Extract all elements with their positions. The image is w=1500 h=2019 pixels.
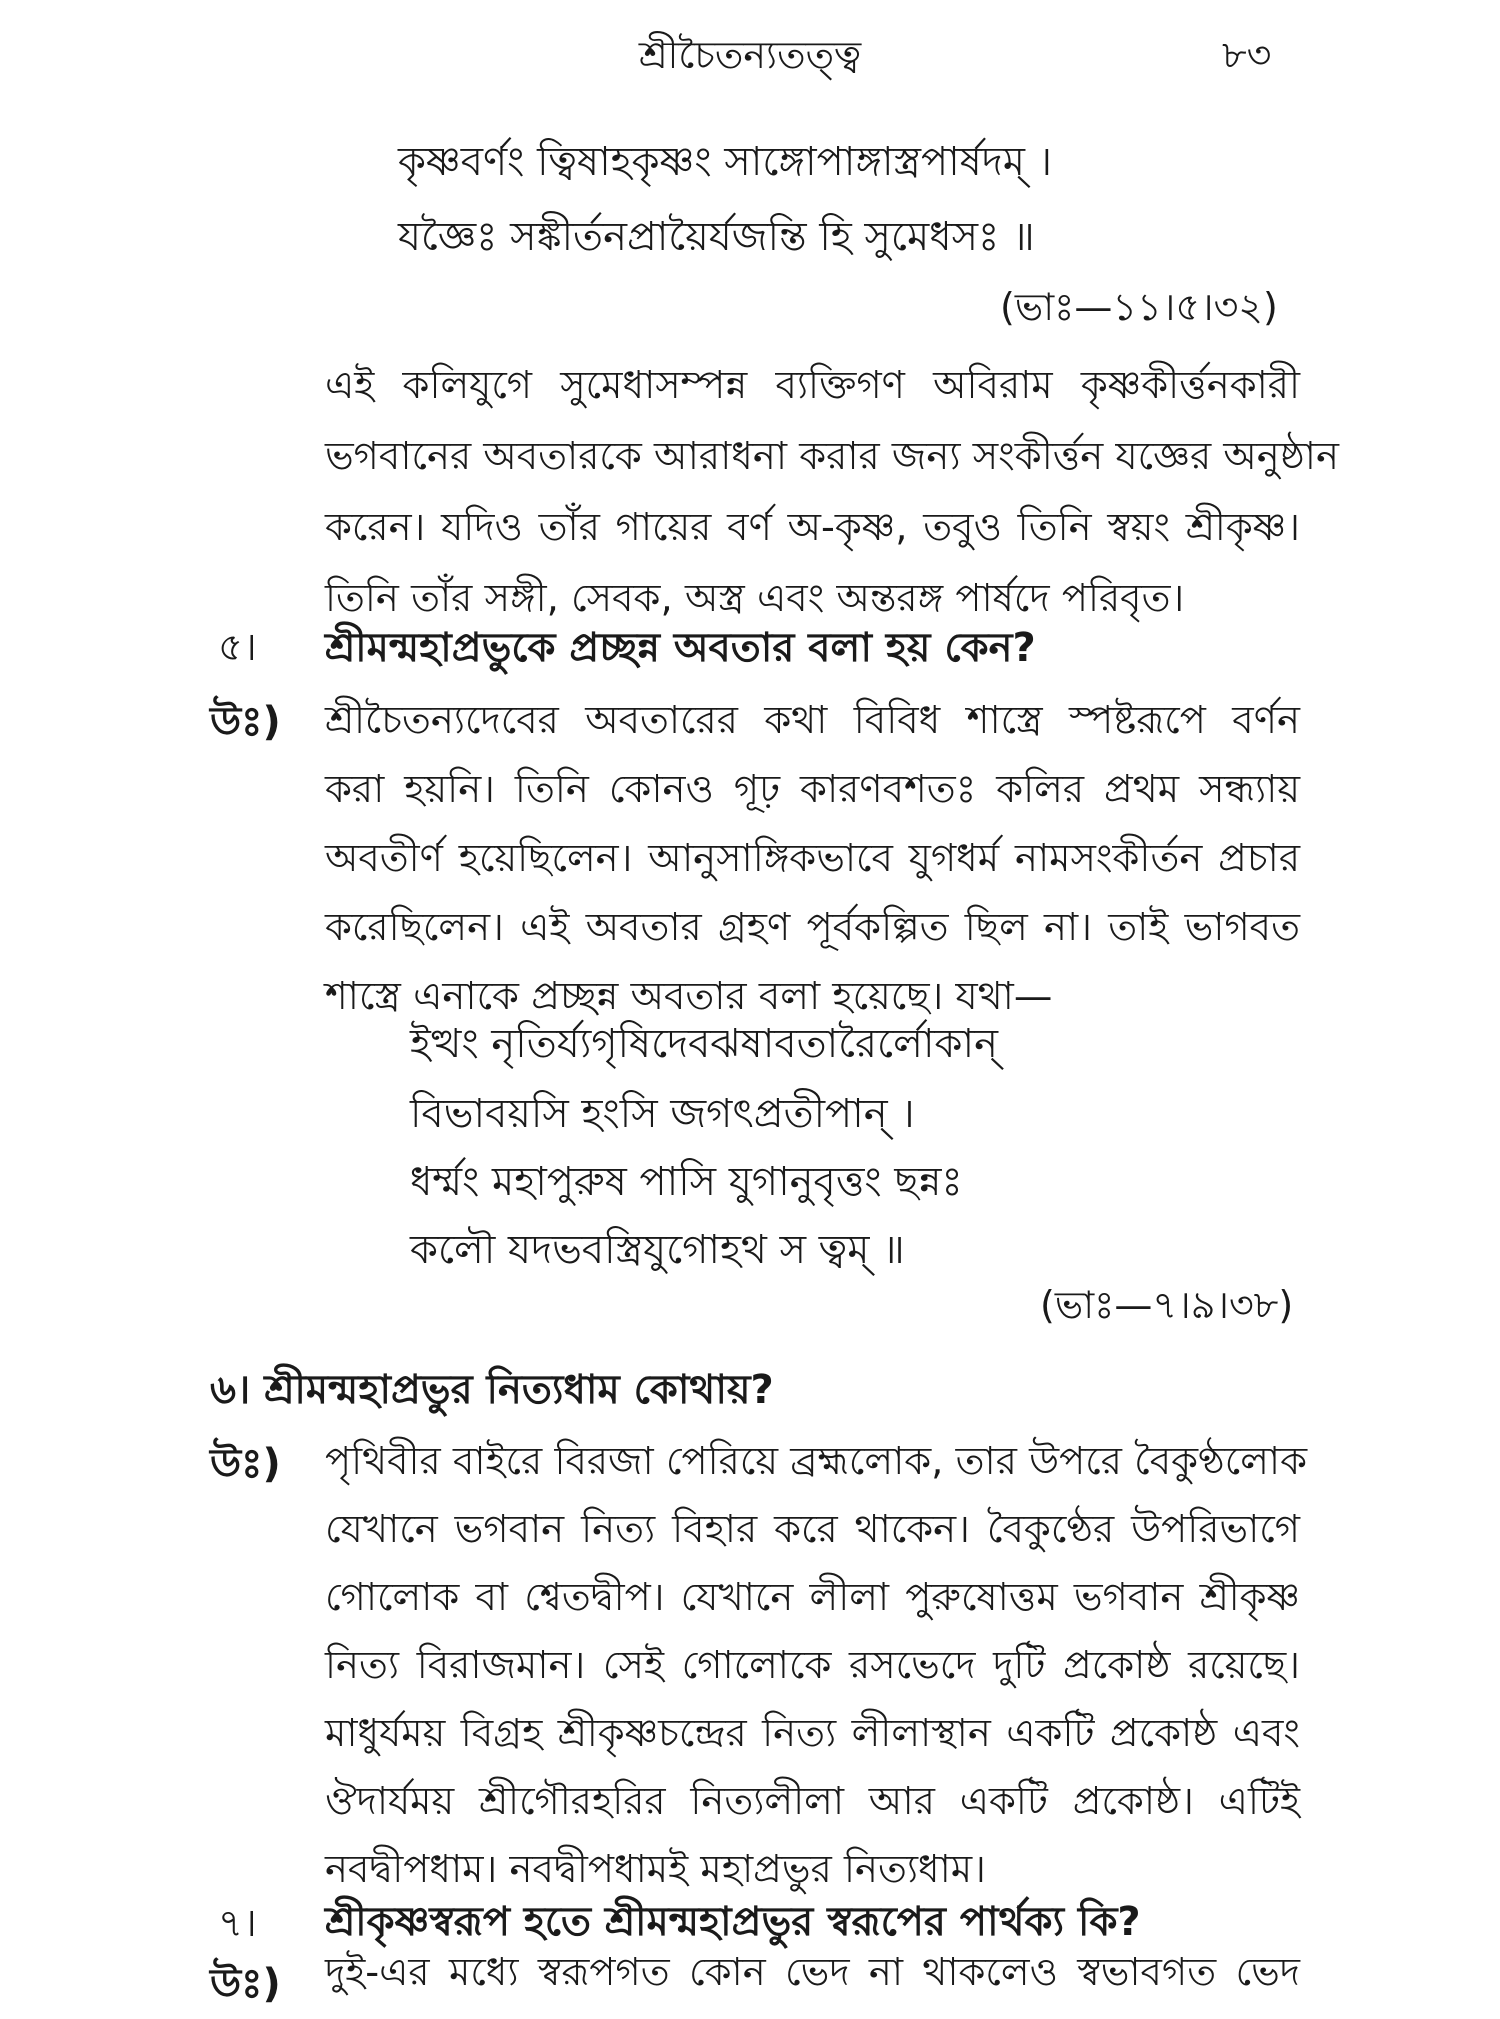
question7-number: ৭।: [218, 1901, 257, 1946]
verse1-reference: (ভাঃ—১১।৫।৩২): [1000, 285, 1278, 329]
verse2-line-3: ধর্ম্মং মহাপুরুষ পাসি যুগানুবৃত্তং ছন্নঃ: [410, 1159, 963, 1205]
answer5-line-3: অবতীর্ণ হয়েছিলেন। আনুসাঙ্গিকভাবে যুগধর্ম নামসংকীর্তন প্রচার: [325, 836, 1300, 881]
question6-text: ৬। শ্রীমন্মহাপ্রভুর নিত্যধাম কোথায়?: [210, 1367, 774, 1413]
answer5-label: উঃ): [210, 699, 281, 745]
verse1-line-2: যজ্ঞৈঃ সঙ্কীর্তনপ্রায়ৈর্যজন্তি হি সুমেধসঃ ॥: [398, 214, 1035, 260]
answer5-line-1: শ্রীচৈতন্যদেবের অবতারের কথা বিবিধ শাস্ত্রে স্পষ্টরূপে বর্ণন: [325, 698, 1300, 743]
verse2-line-1: ইত্থং নৃতির্য্যগৃষিদেবঝষাবতারৈর্লোকান্: [410, 1021, 998, 1067]
question5-text: শ্রীমন্মহাপ্রভুকে প্রচ্ছন্ন অবতার বলা হয় কেন?: [325, 625, 1036, 671]
question5-number: ৫।: [218, 625, 257, 670]
answer5-line-4: করেছিলেন। এই অবতার গ্রহণ পূর্বকল্পিত ছিল না। তাই ভাগবত: [325, 905, 1300, 950]
para1-line-2: ভগবানের অবতারকে আরাধনা করার জন্য সংকীর্ত্তন যজ্ঞের অনুষ্ঠান: [325, 434, 1339, 479]
verse2-line-2: বিভাবয়সি হংসি জগৎপ্রতীপান্ ।: [410, 1091, 915, 1137]
answer7-label: উঃ): [210, 1961, 281, 2007]
answer6-line-1: পৃথিবীর বাইরে বিরজা পেরিয়ে ব্রহ্মলোক, তার উপরে বৈকুণ্ঠলোক: [325, 1439, 1308, 1484]
page-number: ৮৩: [1222, 33, 1272, 77]
answer7-line-1: দুই-এর মধ্যে স্বরূপগত কোন ভেদ না থাকলেও স্বভাবগত ভেদ: [325, 1950, 1300, 1995]
answer5-line-2: করা হয়নি। তিনি কোনও গূঢ় কারণবশতঃ কলির প্রথম সন্ধ্যায়: [325, 767, 1300, 812]
verse1-line-1: কৃষ্ণবর্ণং ত্বিষাহকৃষ্ণং সাঙ্গোপাঙ্গাস্ত্রপার্ষদম্ ।: [398, 139, 1053, 185]
para1-line-3: করেন। যদিও তাঁর গায়ের বর্ণ অ-কৃষ্ণ, তবুও তিনি স্বয়ং শ্রীকৃষ্ণ।: [325, 505, 1300, 550]
answer5-line-5: শাস্ত্রে এনাকে প্রচ্ছন্ন অবতার বলা হয়েছে। যথা—: [325, 974, 1053, 1019]
answer6-line-4: নিত্য বিরাজমান। সেই গোলোকে রসভেদে দুটি প্রকোষ্ঠ রয়েছে।: [325, 1643, 1300, 1688]
answer6-line-7: নবদ্বীপধাম। নবদ্বীপধামই মহাপ্রভুর নিত্যধাম।: [325, 1847, 986, 1892]
answer6-line-5: মাধুর্যময় বিগ্রহ শ্রীকৃষ্ণচন্দ্রের নিত্য লীলাস্থান একটি প্রকোষ্ঠ এবং: [325, 1711, 1300, 1756]
verse2-line-4: কলৌ যদভবস্ত্রিযুগোহথ স ত্বম্ ॥: [410, 1227, 905, 1273]
running-header-title: শ্রীচৈতন্যতত্ত্ব: [638, 33, 862, 77]
verse2-reference: (ভাঃ—৭।৯।৩৮): [1040, 1283, 1294, 1327]
answer6-line-3: গোলোক বা শ্বেতদ্বীপ। যেখানে লীলা পুরুষোত্তম ভগবান শ্রীকৃষ্ণ: [325, 1575, 1300, 1620]
answer6-label: উঃ): [210, 1441, 281, 1487]
para1-line-1: এই কলিযুগে সুমেধাসম্পন্ন ব্যক্তিগণ অবিরাম কৃষ্ণকীর্ত্তনকারী: [325, 363, 1300, 408]
para1-line-4: তিনি তাঁর সঙ্গী, সেবক, অস্ত্র এবং অন্তরঙ্গ পার্ষদে পরিবৃত।: [325, 576, 1185, 621]
answer6-line-2: যেখানে ভগবান নিত্য বিহার করে থাকেন। বৈকুণ্ঠের উপরিভাগে: [325, 1507, 1300, 1552]
question7-text: শ্রীকৃষ্ণস্বরূপ হতে শ্রীমন্মহাপ্রভুর স্বরূপের পার্থক্য কি?: [325, 1899, 1141, 1945]
answer6-line-6: ঔদার্যময় শ্রীগৌরহরির নিত্যলীলা আর একটি প্রকোষ্ঠ। এটিই: [325, 1779, 1300, 1824]
